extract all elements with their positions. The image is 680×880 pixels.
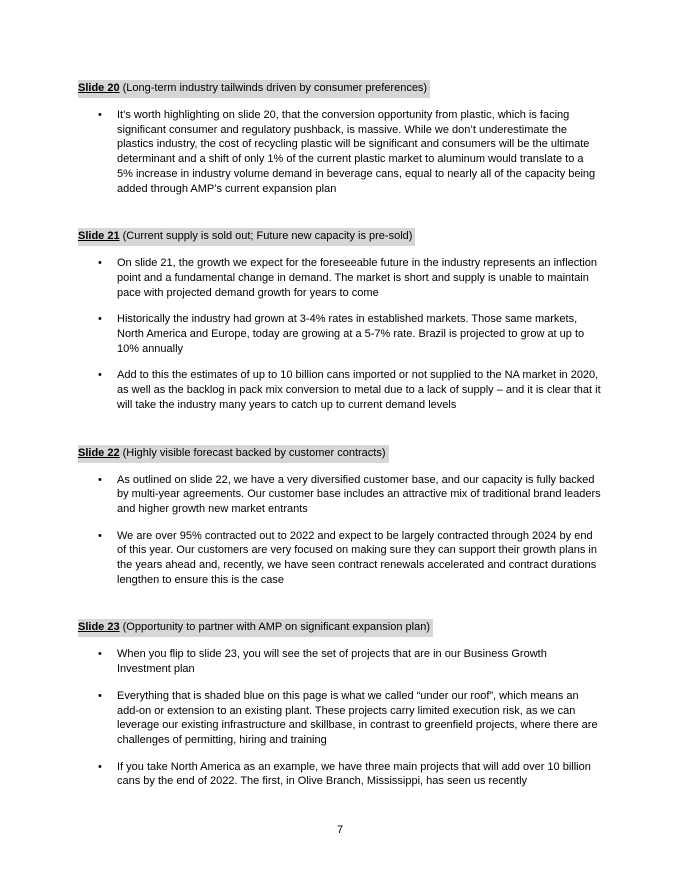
bullet-icon: • [98,760,102,773]
slide-label: Slide 21 [78,230,120,243]
bullet-icon: • [98,473,102,486]
bullet-text: When you flip to slide 23, you will see the set of projects that are in our Business Growth Investment plan [117,648,547,676]
document-content [78,80,602,821]
slide-section-22 [78,445,602,588]
slide-label: Slide 23 [78,621,120,634]
slide-title: (Opportunity to partner with AMP on significant expansion plan) [119,621,430,634]
bullet-text: Historically the industry had grown at 3-4% rates in established markets. Those same markets, North America and Europe, today are growing at a 5-7% rate. Brazil is projected to grow at up to 10% annually [117,313,585,355]
bullet-text: It’s worth highlighting on slide 20, that the conversion opportunity from plastic, which is facing significant consumer and regulatory pushback, is massive. While we don’t underestimate the plastics industry, the cost of recycling plastic will be significant and consumers will be the ultimate determinant and a shift of only 1% of the current plastic market to aluminum would translate to a 5% increase in industry volume demand in beverage cans, equal to nearly all of the capacity being added through AMP’s current expansion plan [117,109,596,195]
slide-title: (Current supply is sold out; Future new capacity is pre-sold) [119,230,413,243]
bullet-text: If you take North America as an example, we have three main projects that will add over 10 billion cans by the end of 2022. The first, in Olive Branch, Mississippi, has seen us recently [117,760,591,788]
bullet-icon: • [98,257,102,270]
list-item [78,256,602,300]
bullet-icon: • [98,109,102,121]
bullet-text: Add to this the estimates of up to 10 billion cans imported or not supplied to the NA market in 2020, as well as the backlog in pack mix conversion to metal due to a lack of supply – and it is clear that it will take the industry many years to catch up to current demand levels [117,369,601,411]
page-number: 7 [336,824,344,836]
list-item [78,368,602,412]
bullet-icon: • [98,689,102,702]
slide-heading [78,80,430,98]
slide-heading [78,445,389,463]
slide-section-21 [78,228,602,412]
list-item [78,529,602,588]
list-item [78,689,602,748]
slide-section-23 [78,619,602,789]
slide-heading [78,619,433,637]
list-item [78,312,602,356]
slide-heading [78,228,415,246]
bullet-text: We are over 95% contracted out to 2022 and expect to be largely contracted through 2024 by end of this year. Our customers are very focused on making sure they can support their growth plans in the years ahead and, recently, we have seen contract renewals accelerated and contract durations lengthen to ensure this is the case [117,529,597,586]
slide-title: (Highly visible forecast backed by customer contracts) [119,446,386,459]
list-item [78,108,602,196]
bullet-icon: • [98,648,102,661]
slide-label: Slide 22 [78,446,120,459]
bullet-icon: • [98,529,102,542]
list-item [78,760,602,789]
slide-label: Slide 20 [78,82,120,94]
list-item [78,647,602,676]
bullet-icon: • [98,313,102,326]
bullet-text: On slide 21, the growth we expect for the foreseeable future in the industry represents an inflection point and a fundamental change in demand. The market is short and supply is unable to maintain pace with projected demand growth for years to come [117,257,597,299]
bullet-text: Everything that is shaded blue on this page is what we called “under our roof”, which means an add-on or extension to an existing plant. These projects carry limited execution risk, as we can leverage our existing infrastructure and skillbase, in contrast to greenfield projects, where there are challenges of permitting, hiring and training [117,689,598,746]
list-item [78,473,602,517]
slide-section-20 [78,80,602,196]
bullet-text: As outlined on slide 22, we have a very diversified customer base, and our capacity is fully backed by multi-year agreements. Our customer base includes an attractive mix of traditional brand leaders and higher growth new market entrants [117,473,601,515]
slide-title: (Long-term industry tailwinds driven by consumer preferences) [119,82,428,94]
bullet-icon: • [98,369,102,382]
